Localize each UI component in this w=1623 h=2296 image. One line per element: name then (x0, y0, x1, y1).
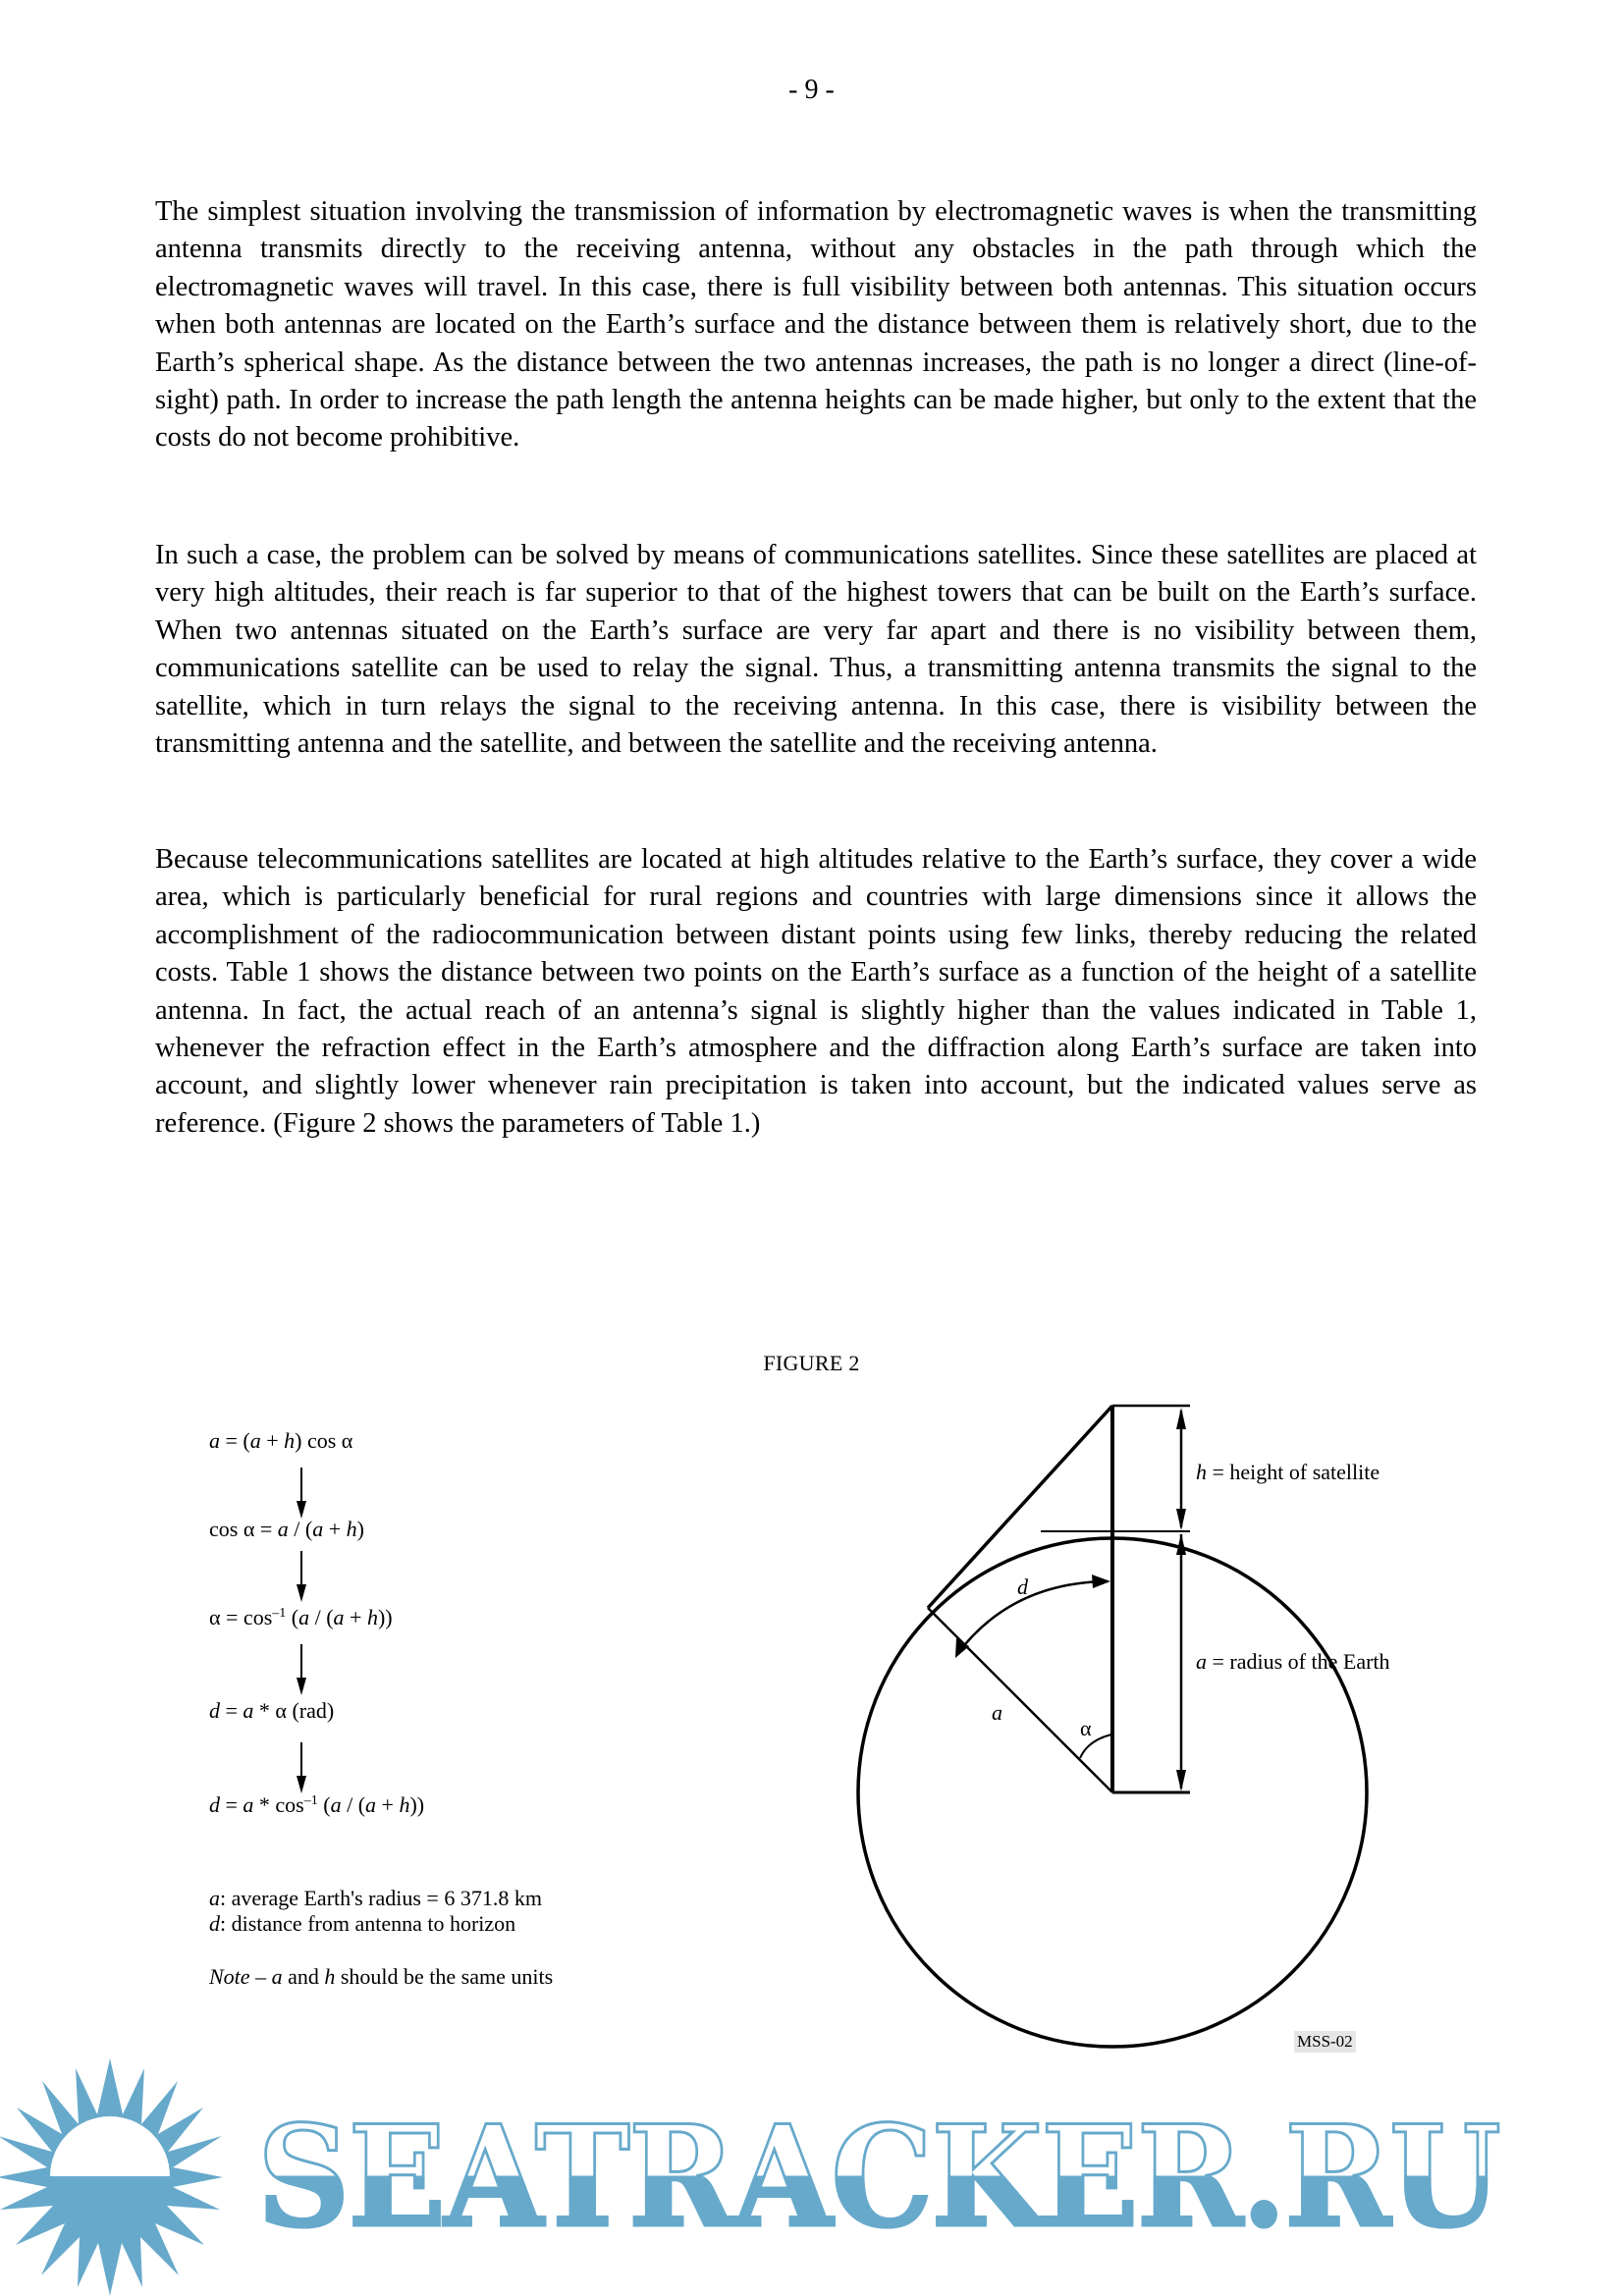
legend-a: a: average Earth's radius = 6 371.8 km (209, 1886, 542, 1910)
d-arc (957, 1581, 1108, 1654)
radius-line (928, 1608, 1112, 1792)
formula-5: $d = a * \cos^{-1} (a / (a + h))$ (209, 1792, 425, 1817)
formula-2: cos α = a / (a + h) (209, 1517, 364, 1541)
figure-reference-code: MSS-02 (1294, 2031, 1356, 2053)
a-radius-symbol: a (992, 1700, 1002, 1725)
legend-d: d: distance from antenna to horizon (209, 1911, 516, 1936)
formula-3: $\alpha = \cos^{-1} (a / (a + h))$ (209, 1605, 393, 1629)
paragraph-coverage: Because telecommunications satellites are located at high altitudes relative to the Earth’s surface, they cover a wide area, which is particularly beneficial for rural regions and countries with large dimensions since it allows the accomplishment of the radiocommunication between distant points using few links, thereby reducing the related costs. Table 1 shows the distance between two points on the Earth’s surface as a function of the height of a satellite antenna. In fact, the actual reach of an antenna’s signal is slightly higher than the values indicated in Table 1, whenever the refraction effect in the Earth’s atmosphere and the diffraction along Earth’s surface are taken into account, and slightly lower whenever rain precipitation is taken into account, but the indicated values serve as reference. (Figure 2 shows the parameters of Table 1.) (155, 844, 1477, 1139)
h-label: h = height of satellite (1196, 1460, 1380, 1484)
alpha-symbol: α (1080, 1716, 1092, 1740)
watermark-text: SEATRACKER.RU (257, 2096, 1500, 2259)
paragraph-satellites: In such a case, the problem can be solved by means of communications satellites. Since these satellites are placed at very high altitudes, their reach is far superior to that of the highest towers that can be built on the Earth’s surface. When two antennas situated on the Earth’s surface are very far apart and there is no visibility between them, communications satellite can be used to relay the signal. Thus, a transmitting antenna transmits the signal to the satellite, which in turn relays the signal to the receiving antenna. In this case, there is visibility between the transmitting antenna and the satellite, and between the satellite and the receiving antenna. (155, 540, 1477, 760)
a-label: a = radius of the Earth (1196, 1649, 1390, 1674)
formula-1: a = (a + h) cos α (209, 1428, 353, 1453)
paragraph-line-of-sight: The simplest situation involving the transmission of information by electromagnetic waves is when the transmitting antenna transmits directly to the receiving antenna, without any obstacles in the path through which the electromagnetic waves will travel. In this case, there is full visibility between both antennas. This situation occurs when both antennas are located on the Earth’s surface and the distance between them is relatively short, due to the Earth’s spherical shape. As the distance between the two antennas increases, the path is no longer a direct (line-of-sight) path. In order to increase the path length the antenna heights can be made higher, but only to the extent that the costs do not become prohibitive. (155, 196, 1477, 454)
page-number: - 9 - (788, 75, 835, 105)
d-symbol: d (1017, 1575, 1028, 1599)
figure-caption: FIGURE 2 (763, 1351, 860, 1375)
formula-4: d = a * α (rad) (209, 1698, 335, 1723)
units-note: Note – a and h should be the same units (209, 1964, 554, 1989)
